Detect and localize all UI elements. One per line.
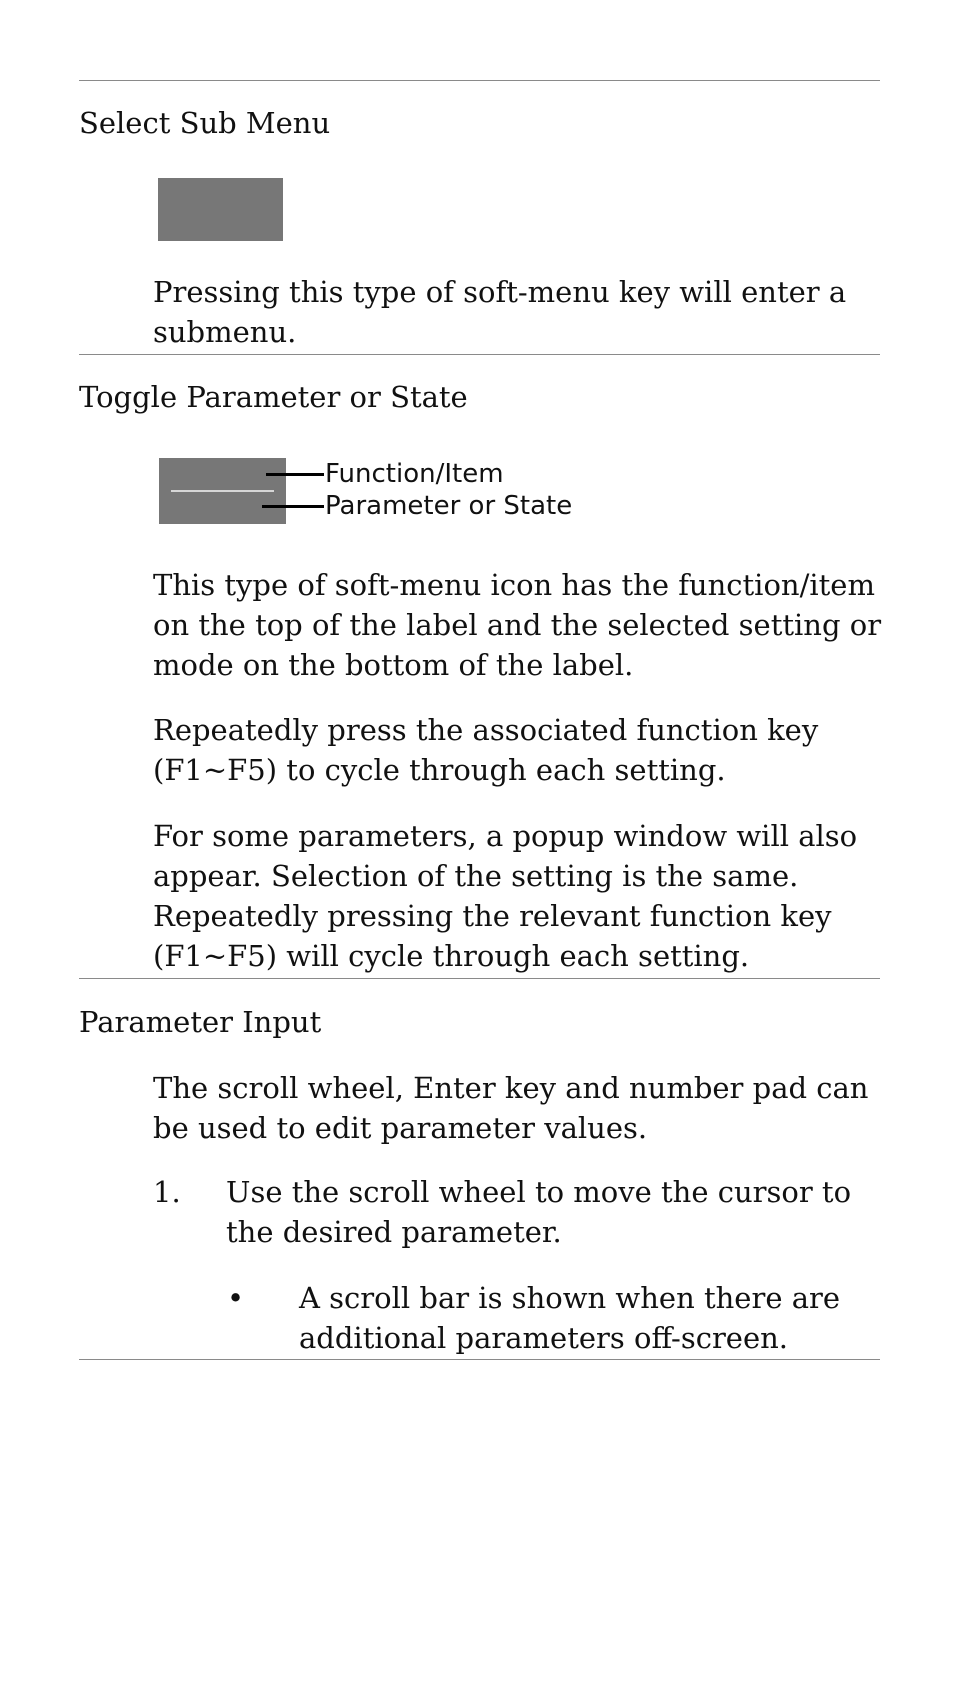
toggle-description-paragraph: This type of soft-menu icon has the function/item on the top of the label and the selected setting or mode on the bottom of the label. (153, 568, 882, 682)
parameter-state-callout-label: Parameter or State (325, 491, 573, 521)
function-item-callout-line (266, 473, 324, 476)
parameter-state-callout-line (262, 505, 324, 508)
section-heading-parameter-input: Parameter Input (79, 1005, 322, 1039)
bullet-text: A scroll bar is shown when there are additional parameters off-screen. (299, 1281, 841, 1355)
top-divider (79, 80, 880, 81)
toggle-popup-paragraph: For some parameters, a popup window will also appear. Selection of the setting is the same. Repeatedly pressing the relevant function key (F1~F5) will cycle through each setting. (153, 819, 858, 973)
bullet-icon: • (227, 1281, 245, 1315)
function-item-callout-label: Function/Item (325, 459, 504, 489)
bottom-divider (79, 1359, 880, 1360)
section-heading-select-sub-menu: Select Sub Menu (79, 106, 331, 140)
parameter-input-description: The scroll wheel, Enter key and number pad can be used to edit parameter values. (153, 1071, 869, 1145)
section-heading-toggle-parameter: Toggle Parameter or State (79, 380, 468, 414)
section-divider (79, 978, 880, 979)
toggle-key-divider-line (171, 490, 274, 492)
toggle-repeat-paragraph: Repeatedly press the associated function key (F1~F5) to cycle through each setting. (153, 713, 819, 787)
step-number: 1. (153, 1175, 181, 1209)
select-sub-menu-description: Pressing this type of soft-menu key will enter a submenu. (153, 275, 847, 349)
submenu-key-icon (158, 178, 283, 241)
section-divider (79, 354, 880, 355)
step-text: Use the scroll wheel to move the cursor to the desired parameter. (226, 1175, 852, 1249)
